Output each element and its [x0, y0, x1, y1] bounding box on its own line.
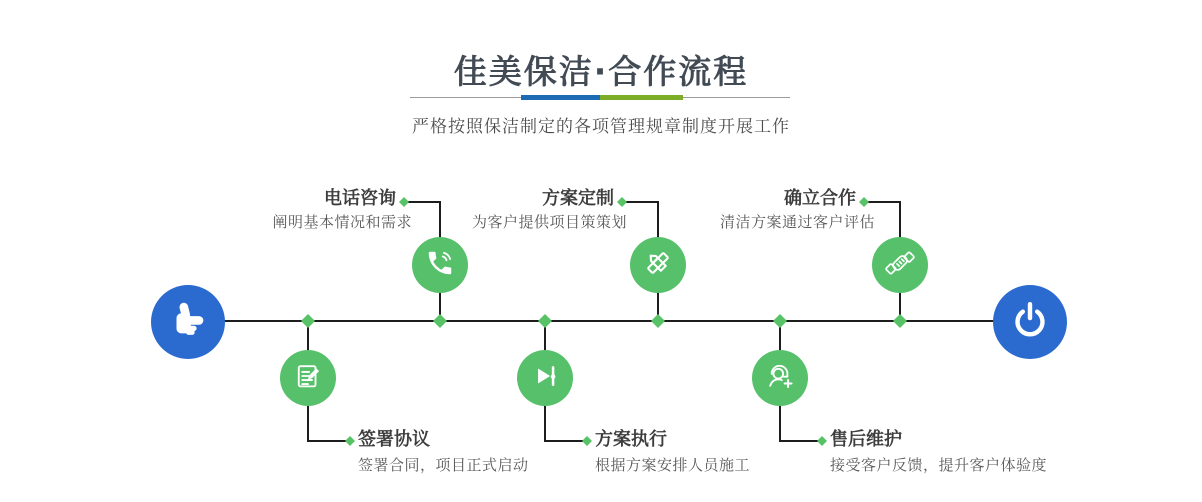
step-desc-execute: 根据方案安排人员施工 — [595, 456, 751, 474]
step-node-aftersales — [752, 350, 808, 406]
page-title: 佳美保洁·合作流程 — [453, 52, 749, 91]
step-title-execute: 方案执行 — [595, 429, 667, 450]
step-node-execute — [517, 350, 573, 406]
power-icon — [1007, 297, 1053, 347]
step-desc-contract: 签署合同，项目正式启动 — [358, 456, 529, 474]
step-desc-cooperation: 清洁方案通过客户评估 — [719, 213, 875, 231]
pencil-ruler-icon — [643, 248, 673, 282]
step-node-phone — [412, 237, 468, 293]
step-desc-design: 为客户提供项目策策划 — [471, 213, 627, 231]
step-title-design: 方案定制 — [542, 188, 614, 209]
handshake-icon — [885, 248, 915, 282]
play-slider-icon — [530, 361, 560, 395]
step-title-contract: 签署协议 — [358, 429, 430, 450]
step-node-contract — [280, 350, 336, 406]
step-desc-aftersales: 接受客户反馈，提升客户体验度 — [830, 456, 1048, 474]
step-node-cooperation — [872, 237, 928, 293]
contract-pen-icon — [293, 361, 323, 395]
step-desc-phone: 阐明基本情况和需求 — [272, 213, 412, 231]
end-node — [993, 285, 1067, 359]
phone-icon — [425, 248, 455, 282]
customer-service-icon — [765, 361, 795, 395]
step-title-aftersales: 售后维护 — [830, 429, 902, 450]
step-node-design — [630, 237, 686, 293]
step-title-phone: 电话咨询 — [324, 188, 396, 209]
page-subtitle: 严格按照保洁制定的各项管理规章制度开展工作 — [412, 117, 790, 137]
step-title-cooperation: 确立合作 — [784, 188, 856, 209]
pointing-hand-icon — [165, 297, 211, 347]
start-node — [151, 285, 225, 359]
